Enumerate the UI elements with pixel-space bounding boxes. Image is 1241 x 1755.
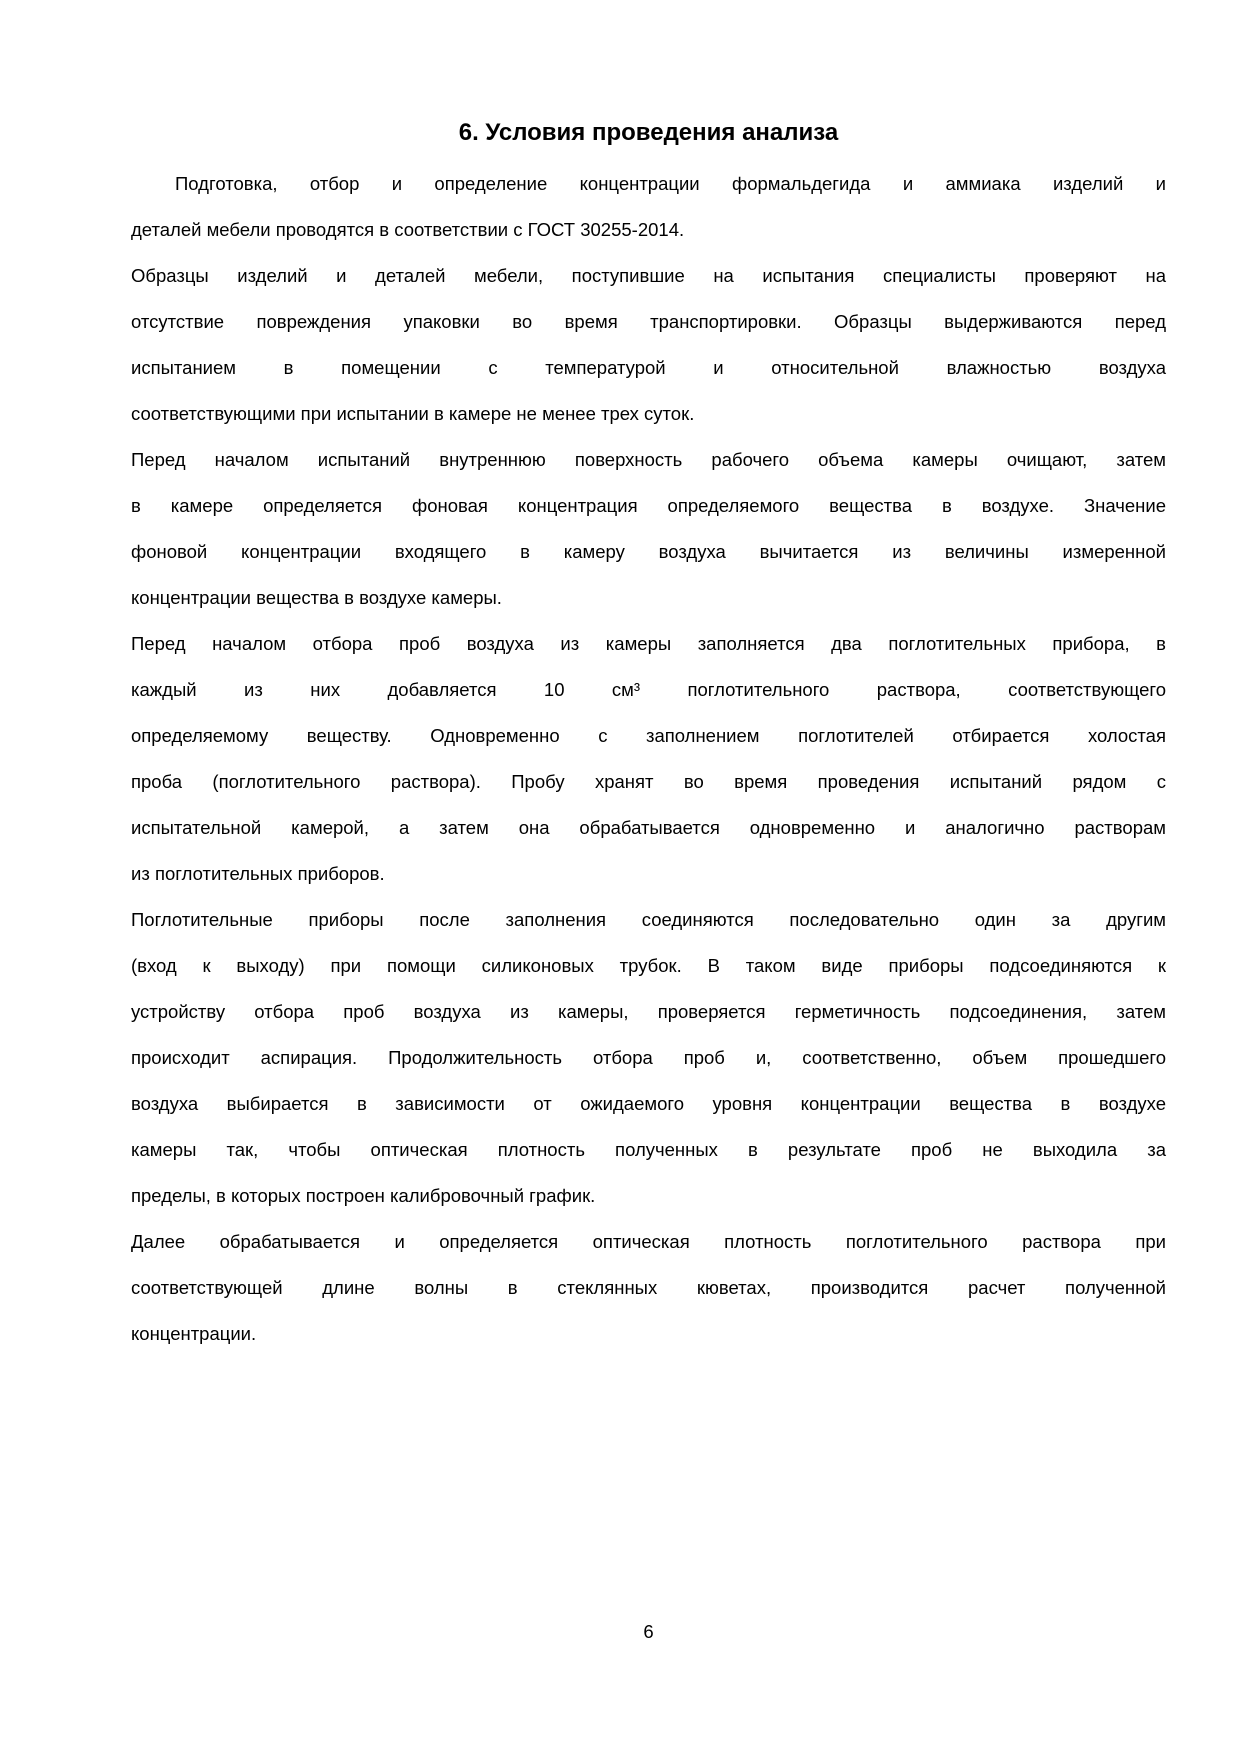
text-line: испытательной камерой, а затем она обрабатывается одновременно и аналогично растворам	[131, 817, 1166, 838]
document-content	[131, 110, 1166, 1357]
text-line: Подготовка, отбор и определение концентрации формальдегида и аммиака изделий и	[175, 173, 1166, 194]
text-line: пределы, в которых построен калибровочный график.	[131, 1185, 596, 1206]
text-line: концентрации вещества в воздухе камеры.	[131, 587, 502, 608]
text-line: каждый из них добавляется 10 см³ поглотительного раствора, соответствующего	[131, 679, 1166, 700]
paragraph	[131, 897, 1166, 1219]
paragraph	[131, 621, 1166, 897]
text-line: происходит аспирация. Продолжительность отбора проб и, соответственно, объем прошедшего	[131, 1047, 1166, 1068]
text-line: (вход к выходу) при помощи силиконовых трубок. В таком виде приборы подсоединяются к	[131, 955, 1166, 976]
paragraph	[131, 1219, 1166, 1357]
text-line: отсутствие повреждения упаковки во время транспортировки. Образцы выдерживаются перед	[131, 311, 1166, 332]
text-line: деталей мебели проводятся в соответствии с ГОСТ 30255-2014.	[131, 219, 685, 240]
text-line: воздуха выбирается в зависимости от ожидаемого уровня концентрации вещества в воздухе	[131, 1093, 1166, 1114]
text-line: испытанием в помещении с температурой и относительной влажностью воздуха	[131, 357, 1166, 378]
text-line: в камере определяется фоновая концентрация определяемого вещества в воздухе. Значение	[131, 495, 1166, 516]
text-line: устройству отбора проб воздуха из камеры, проверяется герметичность подсоединения, затем	[131, 1001, 1166, 1022]
text-line: определяемому веществу. Одновременно с заполнением поглотителей отбирается холостая	[131, 725, 1166, 746]
text-line: Поглотительные приборы после заполнения соединяются последовательно один за другим	[131, 909, 1166, 930]
paragraph	[131, 253, 1166, 437]
text-line: фоновой концентрации входящего в камеру воздуха вычитается из величины измеренной	[131, 541, 1166, 562]
text-line: Далее обрабатывается и определяется оптическая плотность поглотительного раствора при	[131, 1231, 1166, 1252]
text-line: Перед началом испытаний внутреннюю поверхность рабочего объема камеры очищают, затем	[131, 449, 1166, 470]
paragraph	[131, 437, 1166, 621]
text-line: камеры так, чтобы оптическая плотность полученных в результате проб не выходила за	[131, 1139, 1166, 1160]
text-line: Образцы изделий и деталей мебели, поступившие на испытания специалисты проверяют на	[131, 265, 1166, 286]
text-line: соответствующими при испытании в камере не менее трех суток.	[131, 403, 695, 424]
text-line: соответствующей длине волны в стеклянных кюветах, производится расчет полученной	[131, 1277, 1166, 1298]
text-line: проба (поглотительного раствора). Пробу хранят во время проведения испытаний рядом с	[131, 771, 1166, 792]
text-line: Перед началом отбора проб воздуха из камеры заполняется два поглотительных прибора, в	[131, 633, 1166, 654]
document-title: 6. Условия проведения анализа	[458, 119, 839, 146]
paragraph	[131, 161, 1166, 253]
text-line: из поглотительных приборов.	[131, 863, 385, 884]
page-number: 6	[643, 1621, 654, 1642]
text-line: концентрации.	[131, 1323, 257, 1344]
